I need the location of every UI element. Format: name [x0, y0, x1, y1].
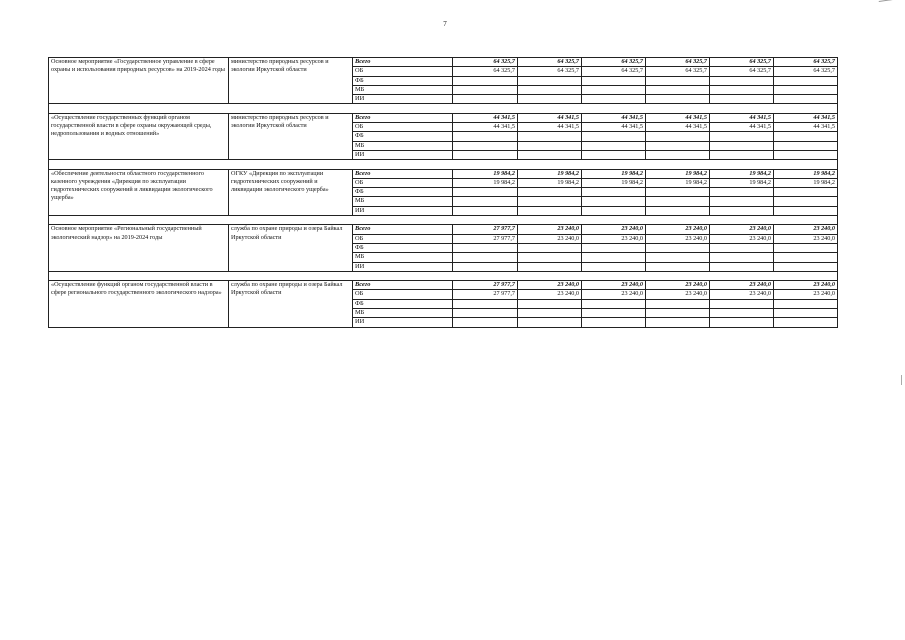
- amount-cell: 64 325,7: [453, 67, 518, 76]
- amount-cell: [582, 95, 646, 104]
- amount-cell: [710, 318, 774, 327]
- amount-cell: [774, 309, 838, 318]
- amount-cell: 19 984,2: [582, 178, 646, 187]
- amount-cell: 64 325,7: [646, 58, 710, 67]
- amount-cell: [453, 206, 518, 215]
- amount-cell: 64 325,7: [453, 58, 518, 67]
- responsible-executor: министерство природных ресурсов и экологии Иркутской области: [229, 58, 353, 104]
- amount-cell: [774, 197, 838, 206]
- amount-cell: [582, 318, 646, 327]
- amount-cell: 23 240,0: [582, 234, 646, 243]
- amount-cell: 64 325,7: [582, 58, 646, 67]
- amount-cell: 19 984,2: [774, 178, 838, 187]
- amount-cell: [710, 150, 774, 159]
- funding-source: ОБ: [353, 178, 453, 187]
- amount-cell: [453, 309, 518, 318]
- amount-cell: [646, 309, 710, 318]
- amount-cell: 23 240,0: [710, 225, 774, 234]
- section-spacer: [49, 271, 838, 280]
- page-number: 7: [443, 20, 447, 28]
- amount-cell: 19 984,2: [710, 178, 774, 187]
- spacer-cell: [49, 160, 838, 169]
- amount-cell: [710, 188, 774, 197]
- amount-cell: 19 984,2: [453, 169, 518, 178]
- amount-cell: 19 984,2: [774, 169, 838, 178]
- amount-cell: [710, 262, 774, 271]
- amount-cell: 19 984,2: [518, 169, 582, 178]
- funding-source: Всего: [353, 281, 453, 290]
- amount-cell: [453, 253, 518, 262]
- amount-cell: [518, 262, 582, 271]
- activity-name: Основное мероприятие «Государственное управление в сфере охраны и использования природных ресурсов» на 2019-2024 годы: [49, 58, 229, 104]
- amount-cell: [582, 299, 646, 308]
- amount-cell: [582, 150, 646, 159]
- responsible-executor: служба по охране природы и озера Байкал Иркутской области: [229, 281, 353, 327]
- amount-cell: 19 984,2: [710, 169, 774, 178]
- amount-cell: [646, 85, 710, 94]
- spacer-cell: [49, 216, 838, 225]
- amount-cell: [518, 309, 582, 318]
- amount-cell: [710, 132, 774, 141]
- amount-cell: 23 240,0: [774, 234, 838, 243]
- amount-cell: [518, 95, 582, 104]
- amount-cell: [774, 318, 838, 327]
- amount-cell: 44 341,5: [710, 113, 774, 122]
- amount-cell: [518, 188, 582, 197]
- amount-cell: [710, 299, 774, 308]
- amount-cell: [646, 150, 710, 159]
- amount-cell: [453, 262, 518, 271]
- amount-cell: [582, 76, 646, 85]
- funding-source: ФБ: [353, 299, 453, 308]
- amount-cell: [453, 150, 518, 159]
- amount-cell: 23 240,0: [518, 290, 582, 299]
- amount-cell: [453, 141, 518, 150]
- amount-cell: 44 341,5: [710, 123, 774, 132]
- amount-cell: 23 240,0: [710, 281, 774, 290]
- amount-cell: [646, 262, 710, 271]
- amount-cell: 44 341,5: [646, 113, 710, 122]
- amount-cell: [582, 141, 646, 150]
- amount-cell: [518, 132, 582, 141]
- amount-cell: [453, 76, 518, 85]
- amount-cell: [518, 206, 582, 215]
- amount-cell: [518, 197, 582, 206]
- table-row: [49, 225, 838, 234]
- budget-table: [48, 57, 838, 328]
- funding-source: ФБ: [353, 132, 453, 141]
- amount-cell: [774, 206, 838, 215]
- funding-source: ИИ: [353, 206, 453, 215]
- amount-cell: [582, 197, 646, 206]
- table-row: [49, 281, 838, 290]
- funding-source: ИИ: [353, 318, 453, 327]
- amount-cell: 44 341,5: [518, 123, 582, 132]
- amount-cell: 19 984,2: [453, 178, 518, 187]
- responsible-executor: ОГКУ «Дирекция по эксплуатации гидротехнических сооружений и ликвидации экологического ущерба»: [229, 169, 353, 215]
- amount-cell: [518, 150, 582, 159]
- amount-cell: [646, 206, 710, 215]
- amount-cell: 27 977,7: [453, 290, 518, 299]
- amount-cell: [774, 150, 838, 159]
- amount-cell: [774, 95, 838, 104]
- funding-source: ОБ: [353, 234, 453, 243]
- amount-cell: [710, 197, 774, 206]
- scan-corner-mark: [879, 0, 894, 6]
- funding-source: ФБ: [353, 243, 453, 252]
- funding-source: Всего: [353, 225, 453, 234]
- amount-cell: [582, 253, 646, 262]
- amount-cell: [453, 132, 518, 141]
- amount-cell: 27 977,7: [453, 281, 518, 290]
- amount-cell: [710, 253, 774, 262]
- amount-cell: 23 240,0: [582, 281, 646, 290]
- funding-source: МБ: [353, 85, 453, 94]
- amount-cell: 44 341,5: [774, 113, 838, 122]
- amount-cell: [774, 253, 838, 262]
- amount-cell: [710, 76, 774, 85]
- amount-cell: [710, 95, 774, 104]
- amount-cell: 64 325,7: [710, 58, 774, 67]
- amount-cell: [646, 76, 710, 85]
- amount-cell: [518, 85, 582, 94]
- funding-source: Всего: [353, 169, 453, 178]
- funding-source: МБ: [353, 141, 453, 150]
- amount-cell: 23 240,0: [646, 281, 710, 290]
- responsible-executor: служба по охране природы и озера Байкал Иркутской области: [229, 225, 353, 271]
- amount-cell: [646, 299, 710, 308]
- table-row: [49, 169, 838, 178]
- amount-cell: [710, 243, 774, 252]
- funding-source: МБ: [353, 197, 453, 206]
- amount-cell: [453, 95, 518, 104]
- amount-cell: [582, 309, 646, 318]
- amount-cell: 23 240,0: [774, 281, 838, 290]
- amount-cell: [518, 299, 582, 308]
- amount-cell: [774, 85, 838, 94]
- amount-cell: [582, 188, 646, 197]
- amount-cell: 44 341,5: [646, 123, 710, 132]
- amount-cell: [774, 141, 838, 150]
- amount-cell: 23 240,0: [774, 225, 838, 234]
- amount-cell: [710, 309, 774, 318]
- amount-cell: [646, 197, 710, 206]
- amount-cell: 23 240,0: [518, 225, 582, 234]
- amount-cell: 64 325,7: [646, 67, 710, 76]
- amount-cell: 23 240,0: [710, 290, 774, 299]
- amount-cell: 44 341,5: [774, 123, 838, 132]
- activity-name: «Обеспечение деятельности областного государственного казенного учреждения «Дирекция по эксплуатации гидротехнических сооружений и ликвидации экологического ущерба»: [49, 169, 229, 215]
- amount-cell: [582, 262, 646, 271]
- amount-cell: [453, 197, 518, 206]
- funding-source: Всего: [353, 58, 453, 67]
- amount-cell: 44 341,5: [582, 113, 646, 122]
- amount-cell: 19 984,2: [582, 169, 646, 178]
- amount-cell: 44 341,5: [453, 113, 518, 122]
- section-spacer: [49, 104, 838, 113]
- amount-cell: [774, 76, 838, 85]
- amount-cell: [710, 141, 774, 150]
- funding-source: МБ: [353, 309, 453, 318]
- amount-cell: [774, 132, 838, 141]
- amount-cell: 23 240,0: [518, 234, 582, 243]
- amount-cell: 64 325,7: [518, 58, 582, 67]
- funding-source: ОБ: [353, 123, 453, 132]
- amount-cell: 64 325,7: [774, 67, 838, 76]
- amount-cell: 44 341,5: [453, 123, 518, 132]
- funding-source: Всего: [353, 113, 453, 122]
- amount-cell: [710, 85, 774, 94]
- amount-cell: 23 240,0: [518, 281, 582, 290]
- amount-cell: [518, 76, 582, 85]
- amount-cell: [582, 243, 646, 252]
- amount-cell: 23 240,0: [710, 234, 774, 243]
- amount-cell: [453, 299, 518, 308]
- amount-cell: 44 341,5: [518, 113, 582, 122]
- amount-cell: 27 977,7: [453, 234, 518, 243]
- amount-cell: 23 240,0: [582, 225, 646, 234]
- amount-cell: [453, 318, 518, 327]
- amount-cell: 64 325,7: [582, 67, 646, 76]
- scan-edge-mark: [901, 375, 902, 385]
- funding-source: ИИ: [353, 262, 453, 271]
- amount-cell: [453, 243, 518, 252]
- amount-cell: [582, 206, 646, 215]
- activity-name: «Осуществление государственных функций органом государственной власти в сфере охраны окружающей среды, недропользования и водных отношений»: [49, 113, 229, 159]
- amount-cell: 23 240,0: [774, 290, 838, 299]
- amount-cell: [646, 132, 710, 141]
- funding-source: ИИ: [353, 150, 453, 159]
- amount-cell: [646, 95, 710, 104]
- amount-cell: [774, 299, 838, 308]
- amount-cell: [710, 206, 774, 215]
- amount-cell: [646, 318, 710, 327]
- amount-cell: [646, 188, 710, 197]
- table-row: [49, 113, 838, 122]
- funding-source: ФБ: [353, 188, 453, 197]
- section-spacer: [49, 216, 838, 225]
- section-spacer: [49, 160, 838, 169]
- amount-cell: 64 325,7: [774, 58, 838, 67]
- amount-cell: [518, 141, 582, 150]
- amount-cell: 23 240,0: [582, 290, 646, 299]
- amount-cell: [518, 253, 582, 262]
- amount-cell: [774, 243, 838, 252]
- amount-cell: [646, 243, 710, 252]
- amount-cell: 64 325,7: [518, 67, 582, 76]
- amount-cell: 44 341,5: [582, 123, 646, 132]
- activity-name: Основное мероприятие «Региональный государственный экологический надзор» на 2019-2024 годы: [49, 225, 229, 271]
- amount-cell: 19 984,2: [646, 169, 710, 178]
- amount-cell: [518, 318, 582, 327]
- amount-cell: 23 240,0: [646, 290, 710, 299]
- amount-cell: [582, 85, 646, 94]
- amount-cell: 27 977,7: [453, 225, 518, 234]
- amount-cell: [453, 85, 518, 94]
- amount-cell: [646, 253, 710, 262]
- funding-source: ФБ: [353, 76, 453, 85]
- amount-cell: 23 240,0: [646, 234, 710, 243]
- spacer-cell: [49, 271, 838, 280]
- amount-cell: [774, 188, 838, 197]
- table-row: [49, 58, 838, 67]
- amount-cell: [774, 262, 838, 271]
- amount-cell: [453, 188, 518, 197]
- funding-source: МБ: [353, 253, 453, 262]
- funding-source: ОБ: [353, 67, 453, 76]
- funding-source: ОБ: [353, 290, 453, 299]
- amount-cell: 64 325,7: [710, 67, 774, 76]
- amount-cell: [646, 141, 710, 150]
- activity-name: «Осуществление функций органом государственной власти в сфере регионального государственного экологического надзора»: [49, 281, 229, 327]
- amount-cell: 23 240,0: [646, 225, 710, 234]
- responsible-executor: министерство природных ресурсов и экологии Иркутской области: [229, 113, 353, 159]
- spacer-cell: [49, 104, 838, 113]
- funding-source: ИИ: [353, 95, 453, 104]
- amount-cell: 19 984,2: [518, 178, 582, 187]
- amount-cell: 19 984,2: [646, 178, 710, 187]
- amount-cell: [582, 132, 646, 141]
- amount-cell: [518, 243, 582, 252]
